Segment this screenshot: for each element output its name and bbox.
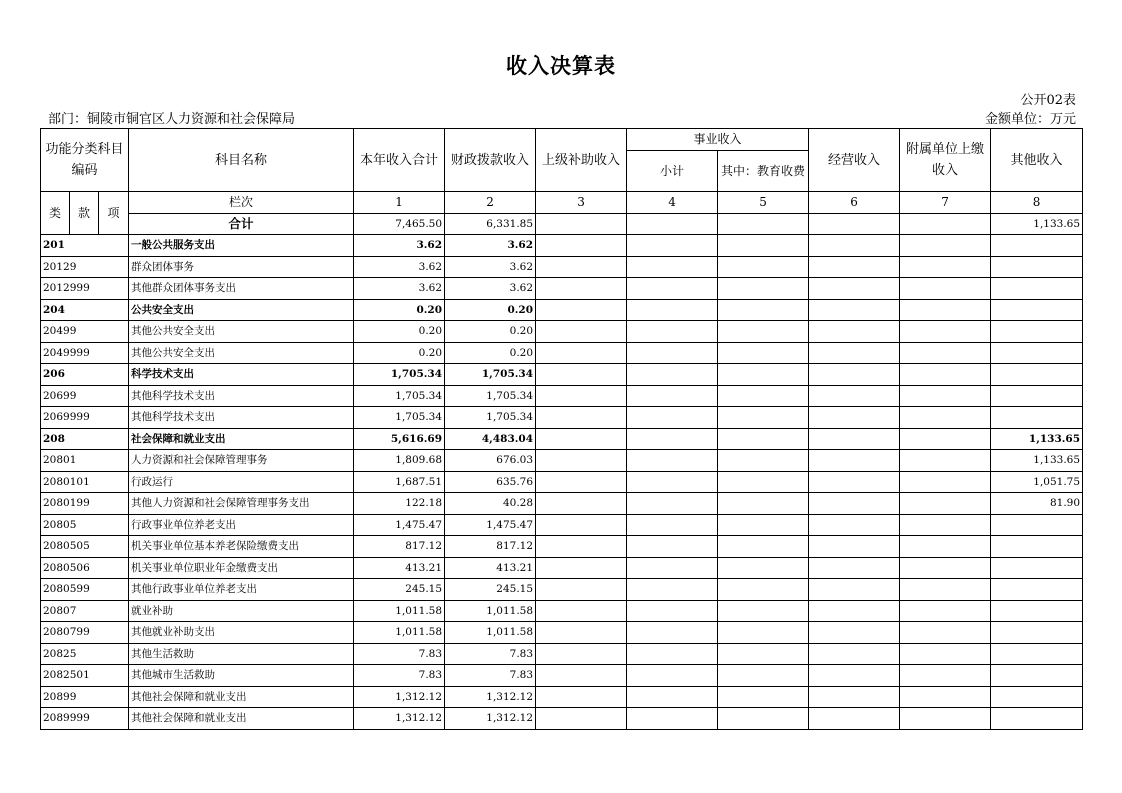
other-income-cell bbox=[991, 321, 1083, 343]
empty-cell bbox=[718, 407, 809, 429]
empty-cell bbox=[627, 665, 718, 687]
table-row bbox=[41, 665, 1083, 687]
empty-cell bbox=[627, 428, 718, 450]
other-income-cell: 1,133.65 bbox=[991, 428, 1083, 450]
header-superior-subsidy: 上级补助收入 bbox=[536, 129, 627, 192]
empty-cell bbox=[718, 471, 809, 493]
empty-cell bbox=[536, 278, 627, 300]
header-kuan: 款 bbox=[70, 192, 99, 235]
page-title: 收入决算表 bbox=[506, 53, 616, 78]
empty-cell bbox=[627, 579, 718, 601]
subject-name-cell: 就业补助 bbox=[129, 600, 354, 622]
empty-cell bbox=[718, 493, 809, 515]
other-income-cell bbox=[991, 514, 1083, 536]
empty-cell bbox=[900, 579, 991, 601]
table-row bbox=[41, 299, 1083, 321]
table-row bbox=[41, 622, 1083, 644]
empty-cell bbox=[809, 579, 900, 601]
empty-cell bbox=[809, 385, 900, 407]
income-statement-table bbox=[40, 128, 1083, 730]
header-func-code: 功能分类科目编码 bbox=[41, 129, 129, 192]
empty-cell bbox=[536, 471, 627, 493]
empty-cell bbox=[627, 643, 718, 665]
empty-cell bbox=[718, 579, 809, 601]
func-code-cell: 206 bbox=[41, 364, 129, 386]
empty-cell bbox=[627, 514, 718, 536]
empty-cell bbox=[900, 278, 991, 300]
empty-cell bbox=[718, 557, 809, 579]
func-code-cell: 2080599 bbox=[41, 579, 129, 601]
empty-cell bbox=[536, 493, 627, 515]
empty-cell bbox=[627, 364, 718, 386]
header-other: 其他收入 bbox=[991, 129, 1083, 192]
table-row bbox=[41, 471, 1083, 493]
fiscal-cell: 3.62 bbox=[445, 256, 536, 278]
empty-cell bbox=[809, 256, 900, 278]
total-income-cell: 1,011.58 bbox=[354, 622, 445, 644]
func-code-cell: 20801 bbox=[41, 450, 129, 472]
other-income-cell: 81.90 bbox=[991, 493, 1083, 515]
func-code-cell: 20807 bbox=[41, 600, 129, 622]
empty-cell bbox=[718, 514, 809, 536]
subject-name-cell: 人力资源和社会保障管理事务 bbox=[129, 450, 354, 472]
other-income-cell bbox=[991, 407, 1083, 429]
empty-cell bbox=[627, 256, 718, 278]
other-income-cell bbox=[991, 235, 1083, 257]
func-code-cell: 20499 bbox=[41, 321, 129, 343]
func-code-cell: 2089999 bbox=[41, 708, 129, 730]
empty-cell bbox=[900, 342, 991, 364]
empty-cell bbox=[536, 256, 627, 278]
col-number: 7 bbox=[900, 192, 991, 214]
func-code-cell: 208 bbox=[41, 428, 129, 450]
empty-cell bbox=[809, 665, 900, 687]
total-row bbox=[41, 213, 1083, 235]
subject-name-cell: 其他城市生活救助 bbox=[129, 665, 354, 687]
empty-cell bbox=[809, 364, 900, 386]
header-cat: 类 bbox=[41, 192, 70, 235]
empty-cell bbox=[627, 600, 718, 622]
fiscal-cell: 0.20 bbox=[445, 299, 536, 321]
table-row bbox=[41, 364, 1083, 386]
table-row bbox=[41, 493, 1083, 515]
table-row bbox=[41, 557, 1083, 579]
empty-cell bbox=[536, 686, 627, 708]
empty-cell bbox=[900, 471, 991, 493]
empty-cell bbox=[536, 622, 627, 644]
empty-cell bbox=[900, 665, 991, 687]
subject-name-cell: 群众团体事务 bbox=[129, 256, 354, 278]
total-income-cell: 817.12 bbox=[354, 536, 445, 558]
empty-cell bbox=[718, 321, 809, 343]
total-income-cell: 122.18 bbox=[354, 493, 445, 515]
empty-cell bbox=[718, 600, 809, 622]
empty-cell bbox=[536, 643, 627, 665]
table-row bbox=[41, 428, 1083, 450]
empty-cell bbox=[627, 278, 718, 300]
other-income-cell bbox=[991, 665, 1083, 687]
col-number: 1 bbox=[354, 192, 445, 214]
subject-name-cell: 科学技术支出 bbox=[129, 364, 354, 386]
empty-cell bbox=[809, 428, 900, 450]
fiscal-cell: 7.83 bbox=[445, 643, 536, 665]
empty-cell bbox=[627, 536, 718, 558]
empty-cell bbox=[900, 493, 991, 515]
subject-name-cell: 其他科学技术支出 bbox=[129, 385, 354, 407]
empty-cell bbox=[627, 493, 718, 515]
total-other-value: 1,133.65 bbox=[991, 213, 1083, 235]
table-row bbox=[41, 407, 1083, 429]
empty-cell bbox=[900, 235, 991, 257]
empty-cell bbox=[627, 235, 718, 257]
func-code-cell: 20129 bbox=[41, 256, 129, 278]
empty-cell bbox=[718, 364, 809, 386]
header-education-fee: 其中：教育收费 bbox=[718, 151, 809, 192]
empty-cell bbox=[536, 536, 627, 558]
empty-cell bbox=[718, 278, 809, 300]
empty-cell bbox=[900, 643, 991, 665]
subject-name-cell: 行政事业单位养老支出 bbox=[129, 514, 354, 536]
total-income-cell: 0.20 bbox=[354, 299, 445, 321]
empty-cell bbox=[809, 708, 900, 730]
empty-cell bbox=[627, 407, 718, 429]
empty-cell bbox=[718, 665, 809, 687]
header-row-1 bbox=[41, 129, 1083, 151]
fiscal-cell: 1,705.34 bbox=[445, 364, 536, 386]
table-row bbox=[41, 643, 1083, 665]
total-income-cell: 7.83 bbox=[354, 665, 445, 687]
subject-name-cell: 其他行政事业单位养老支出 bbox=[129, 579, 354, 601]
subject-name-cell: 其他科学技术支出 bbox=[129, 407, 354, 429]
total-income-cell: 1,475.47 bbox=[354, 514, 445, 536]
func-code-cell: 2069999 bbox=[41, 407, 129, 429]
empty-cell bbox=[809, 493, 900, 515]
subject-name-cell: 其他公共安全支出 bbox=[129, 342, 354, 364]
subject-name-cell: 其他社会保障和就业支出 bbox=[129, 708, 354, 730]
header-fiscal: 财政拨款收入 bbox=[445, 129, 536, 192]
form-number: 公开02表 bbox=[1020, 93, 1076, 108]
empty-cell bbox=[536, 213, 627, 235]
fiscal-cell: 1,312.12 bbox=[445, 708, 536, 730]
empty-cell bbox=[900, 385, 991, 407]
empty-cell bbox=[627, 213, 718, 235]
header-business-income: 事业收入 bbox=[627, 129, 809, 151]
empty-cell bbox=[900, 256, 991, 278]
empty-cell bbox=[900, 450, 991, 472]
empty-cell bbox=[718, 428, 809, 450]
func-code-cell: 20825 bbox=[41, 643, 129, 665]
fiscal-cell: 676.03 bbox=[445, 450, 536, 472]
total-label: 合计 bbox=[129, 213, 354, 235]
other-income-cell bbox=[991, 622, 1083, 644]
empty-cell bbox=[718, 686, 809, 708]
total-fiscal-value: 6,331.85 bbox=[445, 213, 536, 235]
fiscal-cell: 1,011.58 bbox=[445, 600, 536, 622]
empty-cell bbox=[809, 278, 900, 300]
other-income-cell bbox=[991, 536, 1083, 558]
table-row bbox=[41, 514, 1083, 536]
func-code-cell: 2080505 bbox=[41, 536, 129, 558]
func-code-cell: 2012999 bbox=[41, 278, 129, 300]
department-label: 部门：铜陵市铜官区人力资源和社会保障局 bbox=[48, 112, 296, 127]
total-income-cell: 1,705.34 bbox=[354, 385, 445, 407]
total-income-cell: 1,687.51 bbox=[354, 471, 445, 493]
col-number: 6 bbox=[809, 192, 900, 214]
subject-name-cell: 社会保障和就业支出 bbox=[129, 428, 354, 450]
empty-cell bbox=[718, 213, 809, 235]
total-income-cell: 5,616.69 bbox=[354, 428, 445, 450]
total-income-value: 7,465.50 bbox=[354, 213, 445, 235]
empty-cell bbox=[536, 665, 627, 687]
empty-cell bbox=[718, 235, 809, 257]
empty-cell bbox=[718, 708, 809, 730]
fiscal-cell: 1,475.47 bbox=[445, 514, 536, 536]
func-code-cell: 2049999 bbox=[41, 342, 129, 364]
empty-cell bbox=[627, 557, 718, 579]
empty-cell bbox=[627, 686, 718, 708]
header-xiang: 项 bbox=[99, 192, 129, 235]
col-number: 5 bbox=[718, 192, 809, 214]
empty-cell bbox=[900, 428, 991, 450]
empty-cell bbox=[536, 299, 627, 321]
func-code-cell: 2080101 bbox=[41, 471, 129, 493]
subject-name-cell: 其他公共安全支出 bbox=[129, 321, 354, 343]
func-code-cell: 20899 bbox=[41, 686, 129, 708]
header-subtotal: 小计 bbox=[627, 151, 718, 192]
empty-cell bbox=[627, 385, 718, 407]
other-income-cell bbox=[991, 342, 1083, 364]
empty-cell bbox=[809, 557, 900, 579]
func-code-cell: 2080199 bbox=[41, 493, 129, 515]
subject-name-cell: 其他社会保障和就业支出 bbox=[129, 686, 354, 708]
fiscal-cell: 1,705.34 bbox=[445, 385, 536, 407]
subject-name-cell: 其他人力资源和社会保障管理事务支出 bbox=[129, 493, 354, 515]
other-income-cell bbox=[991, 299, 1083, 321]
col-number: 3 bbox=[536, 192, 627, 214]
empty-cell bbox=[718, 643, 809, 665]
empty-cell bbox=[900, 321, 991, 343]
empty-cell bbox=[536, 385, 627, 407]
total-income-cell: 0.20 bbox=[354, 342, 445, 364]
empty-cell bbox=[627, 299, 718, 321]
empty-cell bbox=[900, 600, 991, 622]
fiscal-cell: 1,705.34 bbox=[445, 407, 536, 429]
other-income-cell: 1,133.65 bbox=[991, 450, 1083, 472]
table-row bbox=[41, 278, 1083, 300]
empty-cell bbox=[718, 256, 809, 278]
func-code-cell: 20699 bbox=[41, 385, 129, 407]
table-row bbox=[41, 450, 1083, 472]
func-code-cell: 2080506 bbox=[41, 557, 129, 579]
header-row-3 bbox=[41, 192, 1083, 214]
empty-cell bbox=[809, 299, 900, 321]
empty-cell bbox=[627, 622, 718, 644]
empty-cell bbox=[536, 235, 627, 257]
empty-cell bbox=[627, 708, 718, 730]
empty-cell bbox=[718, 299, 809, 321]
header-total-income: 本年收入合计 bbox=[354, 129, 445, 192]
subject-name-cell: 公共安全支出 bbox=[129, 299, 354, 321]
subject-name-cell: 机关事业单位基本养老保险缴费支出 bbox=[129, 536, 354, 558]
total-income-cell: 3.62 bbox=[354, 256, 445, 278]
other-income-cell bbox=[991, 557, 1083, 579]
total-income-cell: 1,312.12 bbox=[354, 708, 445, 730]
func-code-cell: 201 bbox=[41, 235, 129, 257]
empty-cell bbox=[718, 536, 809, 558]
empty-cell bbox=[900, 536, 991, 558]
table-row bbox=[41, 708, 1083, 730]
other-income-cell bbox=[991, 256, 1083, 278]
fiscal-cell: 635.76 bbox=[445, 471, 536, 493]
table-row bbox=[41, 256, 1083, 278]
fiscal-cell: 1,312.12 bbox=[445, 686, 536, 708]
empty-cell bbox=[809, 536, 900, 558]
empty-cell bbox=[718, 450, 809, 472]
fiscal-cell: 3.62 bbox=[445, 278, 536, 300]
header-subject-name: 科目名称 bbox=[129, 129, 354, 192]
other-income-cell bbox=[991, 643, 1083, 665]
fiscal-cell: 40.28 bbox=[445, 493, 536, 515]
empty-cell bbox=[809, 450, 900, 472]
empty-cell bbox=[536, 557, 627, 579]
header-operating: 经营收入 bbox=[809, 129, 900, 192]
empty-cell bbox=[809, 235, 900, 257]
table-row bbox=[41, 536, 1083, 558]
other-income-cell bbox=[991, 579, 1083, 601]
empty-cell bbox=[809, 321, 900, 343]
empty-cell bbox=[900, 708, 991, 730]
total-income-cell: 3.62 bbox=[354, 278, 445, 300]
header-affiliated: 附属单位上缴收入 bbox=[900, 129, 991, 192]
empty-cell bbox=[536, 600, 627, 622]
total-income-cell: 0.20 bbox=[354, 321, 445, 343]
empty-cell bbox=[809, 213, 900, 235]
func-code-cell: 2080799 bbox=[41, 622, 129, 644]
other-income-cell bbox=[991, 686, 1083, 708]
col-number: 8 bbox=[991, 192, 1083, 214]
fiscal-cell: 7.83 bbox=[445, 665, 536, 687]
empty-cell bbox=[536, 407, 627, 429]
other-income-cell bbox=[991, 708, 1083, 730]
table-row bbox=[41, 321, 1083, 343]
empty-cell bbox=[536, 321, 627, 343]
empty-cell bbox=[627, 450, 718, 472]
table-row bbox=[41, 579, 1083, 601]
func-code-cell: 20805 bbox=[41, 514, 129, 536]
table-row bbox=[41, 686, 1083, 708]
table-row bbox=[41, 235, 1083, 257]
empty-cell bbox=[809, 471, 900, 493]
empty-cell bbox=[809, 342, 900, 364]
fiscal-cell: 0.20 bbox=[445, 342, 536, 364]
fiscal-cell: 245.15 bbox=[445, 579, 536, 601]
empty-cell bbox=[900, 213, 991, 235]
empty-cell bbox=[536, 579, 627, 601]
subject-name-cell: 一般公共服务支出 bbox=[129, 235, 354, 257]
header-column-index: 栏次 bbox=[129, 192, 354, 214]
total-income-cell: 1,705.34 bbox=[354, 407, 445, 429]
fiscal-cell: 3.62 bbox=[445, 235, 536, 257]
empty-cell bbox=[809, 600, 900, 622]
other-income-cell bbox=[991, 364, 1083, 386]
total-income-cell: 413.21 bbox=[354, 557, 445, 579]
table-row bbox=[41, 600, 1083, 622]
table-row bbox=[41, 342, 1083, 364]
total-income-cell: 1,705.34 bbox=[354, 364, 445, 386]
empty-cell bbox=[536, 342, 627, 364]
empty-cell bbox=[536, 450, 627, 472]
subject-name-cell: 其他生活救助 bbox=[129, 643, 354, 665]
other-income-cell bbox=[991, 600, 1083, 622]
empty-cell bbox=[536, 428, 627, 450]
empty-cell bbox=[718, 622, 809, 644]
total-income-cell: 1,011.58 bbox=[354, 600, 445, 622]
table-row bbox=[41, 385, 1083, 407]
empty-cell bbox=[809, 407, 900, 429]
empty-cell bbox=[900, 299, 991, 321]
empty-cell bbox=[900, 622, 991, 644]
fiscal-cell: 1,011.58 bbox=[445, 622, 536, 644]
empty-cell bbox=[900, 364, 991, 386]
subject-name-cell: 机关事业单位职业年金缴费支出 bbox=[129, 557, 354, 579]
empty-cell bbox=[627, 342, 718, 364]
empty-cell bbox=[809, 514, 900, 536]
total-income-cell: 3.62 bbox=[354, 235, 445, 257]
func-code-cell: 2082501 bbox=[41, 665, 129, 687]
empty-cell bbox=[900, 514, 991, 536]
subject-name-cell: 其他就业补助支出 bbox=[129, 622, 354, 644]
subject-name-cell: 行政运行 bbox=[129, 471, 354, 493]
other-income-cell bbox=[991, 385, 1083, 407]
subject-name-cell: 其他群众团体事务支出 bbox=[129, 278, 354, 300]
empty-cell bbox=[900, 686, 991, 708]
col-number: 2 bbox=[445, 192, 536, 214]
empty-cell bbox=[718, 342, 809, 364]
amount-unit-label: 金额单位：万元 bbox=[984, 112, 1076, 127]
total-income-cell: 245.15 bbox=[354, 579, 445, 601]
empty-cell bbox=[809, 622, 900, 644]
empty-cell bbox=[536, 514, 627, 536]
empty-cell bbox=[809, 686, 900, 708]
fiscal-cell: 413.21 bbox=[445, 557, 536, 579]
total-income-cell: 1,312.12 bbox=[354, 686, 445, 708]
func-code-cell: 204 bbox=[41, 299, 129, 321]
empty-cell bbox=[627, 321, 718, 343]
fiscal-cell: 817.12 bbox=[445, 536, 536, 558]
other-income-cell: 1,051.75 bbox=[991, 471, 1083, 493]
col-number: 4 bbox=[627, 192, 718, 214]
empty-cell bbox=[809, 643, 900, 665]
fiscal-cell: 0.20 bbox=[445, 321, 536, 343]
empty-cell bbox=[536, 364, 627, 386]
total-income-cell: 7.83 bbox=[354, 643, 445, 665]
empty-cell bbox=[627, 471, 718, 493]
fiscal-cell: 4,483.04 bbox=[445, 428, 536, 450]
empty-cell bbox=[536, 708, 627, 730]
empty-cell bbox=[900, 557, 991, 579]
other-income-cell bbox=[991, 278, 1083, 300]
empty-cell bbox=[900, 407, 991, 429]
total-income-cell: 1,809.68 bbox=[354, 450, 445, 472]
empty-cell bbox=[718, 385, 809, 407]
